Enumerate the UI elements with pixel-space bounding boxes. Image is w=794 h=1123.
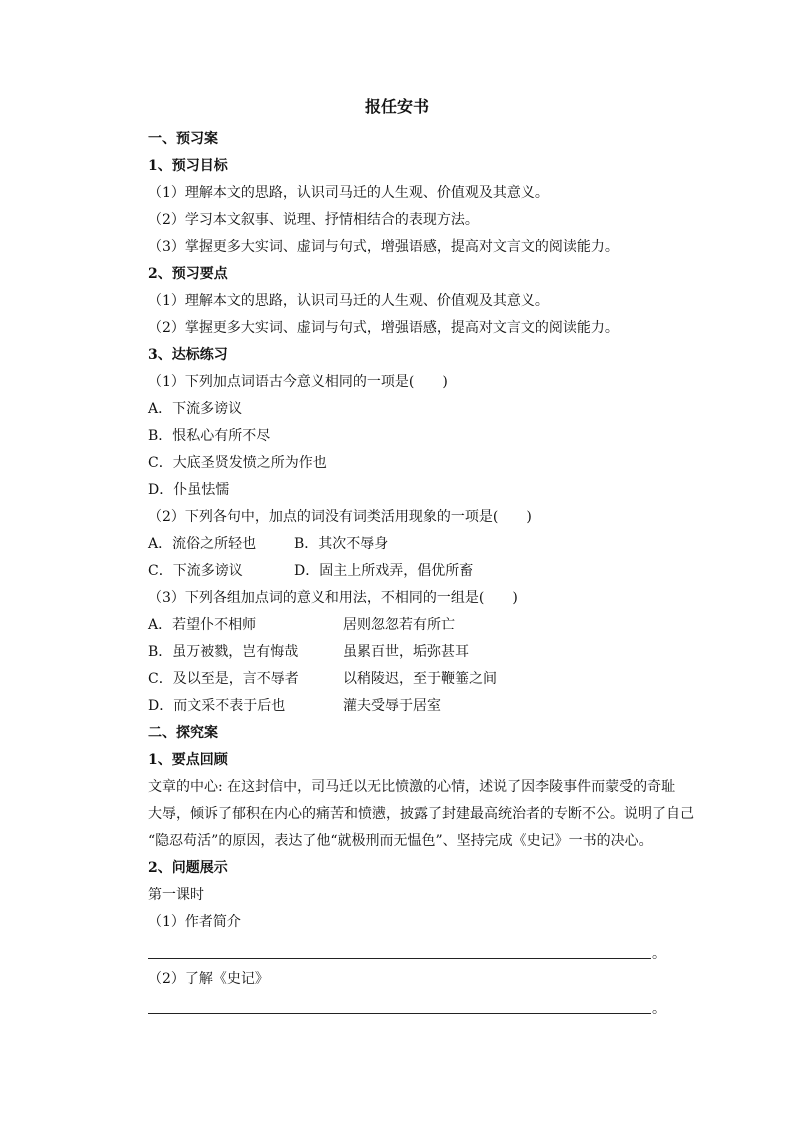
option-c-right: 以稍陵迟，至于鞭箠之间 (343, 671, 497, 687)
question-3: （3）下列各组加点词的意义和用法，不相同的一组是( ) (148, 590, 518, 606)
answer-line (148, 958, 651, 959)
option-b-left: B．虽万被戮，岂有悔哉 (148, 644, 299, 660)
option-d-left: D．而文采不表于后也 (148, 698, 286, 714)
key-point-item: （1）理解本文的思路，认识司马迁的人生观、价值观及其意义。 (148, 293, 549, 309)
option-a: A．流俗之所轻也 (148, 536, 257, 552)
document-title: 报任安书 (364, 97, 429, 116)
answer-line (148, 1013, 651, 1014)
section-heading-inquiry: 二、探究案 (148, 725, 218, 741)
answer-period: 。 (652, 1001, 666, 1017)
paragraph-line: 文章的中心: 在这封信中，司马迁以无比愤激的心情，述说了因李陵事件而蒙受的奇耻 (148, 779, 676, 795)
option-c-left: C．及以至是，言不辱者 (148, 671, 299, 687)
subheading-exercises: 3、达标练习 (148, 347, 228, 363)
question-author: （1）作者简介 (148, 914, 241, 930)
question-shiji: （2）了解《史记》 (148, 971, 269, 987)
section-heading-preview: 一、预习案 (148, 131, 218, 147)
question-2: （2）下列各句中，加点的词没有词类活用现象的一项是( ) (148, 509, 532, 525)
option-d-right: 灌夫受辱于居室 (343, 698, 441, 714)
answer-period: 。 (652, 946, 666, 962)
subheading-review: 1、要点回顾 (148, 752, 228, 768)
goal-item: （1）理解本文的思路，认识司马迁的人生观、价值观及其意义。 (148, 185, 549, 201)
option-b: B．其次不辱身 (294, 536, 389, 552)
subheading-questions: 2、问题展示 (148, 860, 228, 876)
option-a-left: A．若望仆不相师 (148, 617, 257, 633)
option-a-right: 居则忽忽若有所亡 (343, 617, 455, 633)
option-c: C．大底圣贤发愤之所为作也 (148, 455, 327, 471)
option-a: A．下流多谤议 (148, 401, 243, 417)
paragraph-line: “隐忍苟活”的原因，表达了他“就极刑而无愠色”、坚持完成《史记》一书的决心。 (148, 833, 653, 849)
option-b: B．恨私心有所不尽 (148, 428, 271, 444)
lesson-label: 第一课时 (148, 887, 204, 903)
key-point-item: （2）掌握更多大实词、虚词与句式，增强语感，提高对文言文的阅读能力。 (148, 320, 619, 336)
subheading-key-points: 2、预习要点 (148, 266, 228, 282)
subheading-goals: 1、预习目标 (148, 158, 228, 174)
paragraph-line: 大辱，倾诉了郁积在内心的痛苦和愤懑，披露了封建最高统治者的专断不公。说明了自己 (148, 806, 694, 822)
question-1: （1）下列加点词语古今意义相同的一项是( ) (148, 374, 448, 390)
option-b-right: 虽累百世，垢弥甚耳 (343, 644, 469, 660)
option-c: C．下流多谤议 (148, 563, 243, 579)
goal-item: （2）学习本文叙事、说理、抒情相结合的表现方法。 (148, 212, 479, 228)
option-d: D．仆虽怯懦 (148, 482, 230, 498)
goal-item: （3）掌握更多大实词、虚词与句式，增强语感，提高对文言文的阅读能力。 (148, 239, 619, 255)
option-d: D．固主上所戏弄，倡优所畜 (294, 563, 474, 579)
